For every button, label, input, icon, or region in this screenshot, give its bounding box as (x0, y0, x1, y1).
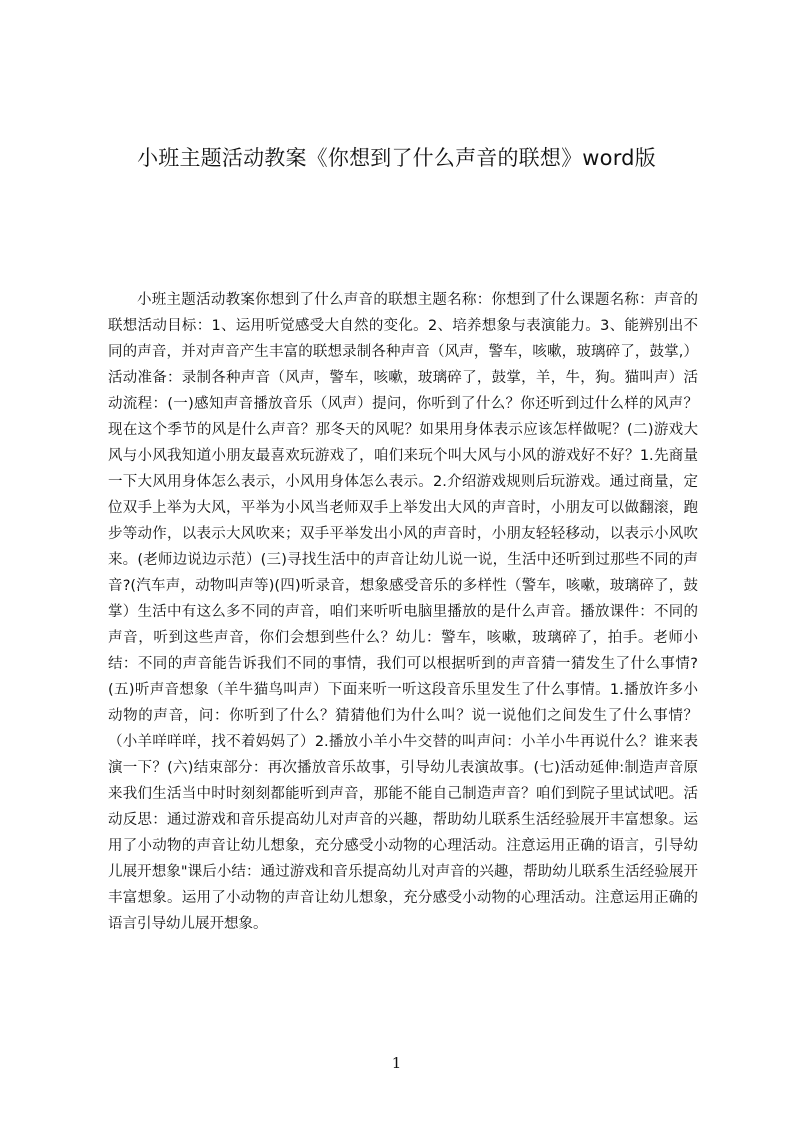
document-body-paragraph: 小班主题活动教案你想到了什么声音的联想主题名称：你想到了什么课题名称：声音的联想活动目标：1、运用听觉感受大自然的变化。2、培养想象与表演能力。3、能辨别出不同的声音，并对声音产生丰富的联想录制各种声音（风声，警车，咳嗽，玻璃碎了，鼓掌,）活动准备：录制各种声音（风声，警车，咳嗽，玻璃碎了，鼓掌，羊，牛，狗。猫叫声）活动流程：(一)感知声音播放音乐（风声）提问，你听到了什么？你还听到过什么样的风声？现在这个季节的风是什么声音？那冬天的风呢？如果用身体表示应该怎样做呢？(二)游戏大风与小风我知道小朋友最喜欢玩游戏了，咱们来玩个叫大风与小风的游戏好不好？1.先商量一下大风用身体怎么表示，小风用身体怎么表示。2.介绍游戏规则后玩游戏。通过商量，定位双手上举为大风，平举为小风当老师双手上举发出大风的声音时，小朋友可以做翻滚，跑步等动作，以表示大风吹来；双手平举发出小风的声音时，小朋友轻轻移动，以表示小风吹来。(老师边说边示范）(三)寻找生活中的声音让幼儿说一说，生活中还听到过那些不同的声音?(汽车声，动物叫声等)(四)听录音，想象感受音乐的多样性（警车，咳嗽，玻璃碎了，鼓掌）生活中有这么多不同的声音，咱们来听听电脑里播放的是什么声音。播放课件：不同的声音，听到这些声音，你们会想到些什么？幼儿：警车，咳嗽，玻璃碎了，拍手。老师小结：不同的声音能告诉我们不同的事情，我们可以根据听到的声音猜一猜发生了什么事情?(五)听声音想象（羊牛猫鸟叫声）下面来听一听这段音乐里发生了什么事情。1.播放许多小动物的声音，问：你听到了什么？猜猜他们为什么叫？说一说他们之间发生了什么事情？（小羊咩咩咩，找不着妈妈了）2.播放小羊小牛交替的叫声问：小羊小牛再说什么？谁来表演一下？(六)结束部分：再次播放音乐故事，引导幼儿表演故事。(七)活动延伸:制造声音原来我们生活当中时时刻刻都能听到声音，那能不能自己制造声音？咱们到院子里试试吧。活动反思：通过游戏和音乐提高幼儿对声音的兴趣，帮助幼儿联系生活经验展开丰富想象。运用了小动物的声音让幼儿想象，充分感受小动物的心理活动。注意运用正确的语言，引导幼儿展开想象"课后小结：通过游戏和音乐提高幼儿对声音的兴趣，帮助幼儿联系生活经验展开丰富想象。运用了小动物的声音让幼儿想象，充分感受小动物的心理活动。注意运用正确的语言引导幼儿展开想象。 (108, 292, 698, 932)
page-number: 1 (391, 1054, 402, 1072)
document-title: 小班主题活动教案《你想到了什么声音的联想》word版 (137, 146, 656, 170)
